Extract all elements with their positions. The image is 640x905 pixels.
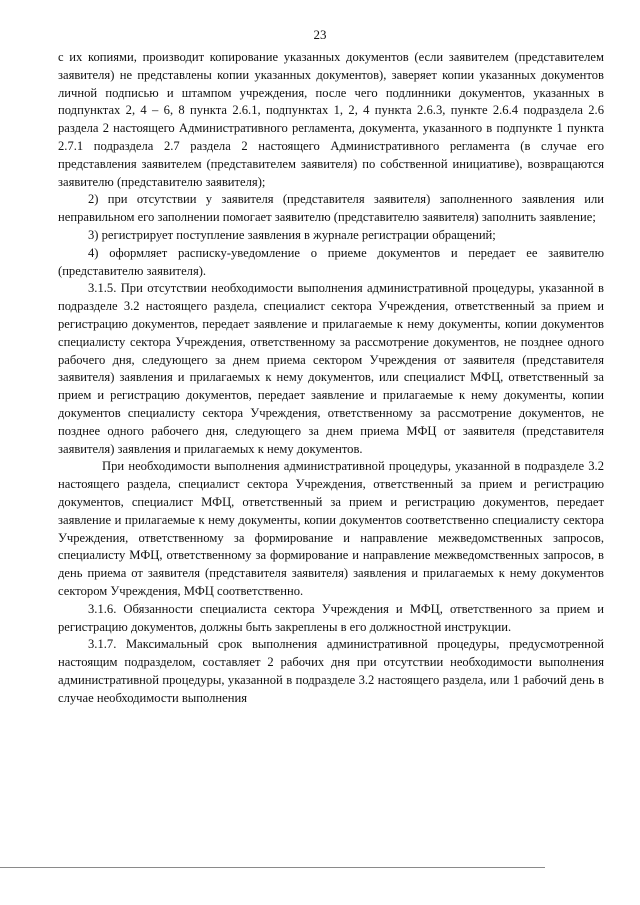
footer-rule bbox=[0, 867, 545, 868]
paragraph-3-1-6: 3.1.6. Обязанности специалиста сектора Учреждения и МФЦ, ответственного за прием и регистрацию документов, должны быть закреплены в его должностной инструкции. bbox=[58, 601, 604, 634]
paragraph-continuation: с их копиями, производит копирование указанных документов (если заявителем (представителем заявителя) не представлены копии указанных документов), заверяет копии указанных документов личной подписью и штампом учреждения, после чего подлинники документов, указанных в подпунктах 2, 4 – 6, 8 пункта 2.6.1, подпунктах 1, 2, 4 пункта 2.6.3, пункте 2.6.4 подраздела 2.6 раздела 2 настоящего Административного регламента, документа, указанного в подпункте 1 пункта 2.7.1 подраздела 2.7 раздела 2 настоящего Административного регламента (в случае его представления заявителем (представителем заявителя) по собственной инициативе), возвращаются заявителю (представителю заявителя); bbox=[58, 50, 604, 189]
paragraph-3-1-7: 3.1.7. Максимальный срок выполнения административной процедуры, предусмотренной настоящим подразделом, составляет 2 рабочих дня при отсутствии необходимости выполнения административной процедуры, указанной в подразделе 3.2 настоящего раздела, или 1 рабочий день в случае необходимости выполнения bbox=[58, 637, 604, 705]
paragraph-3-1-5: 3.1.5. При отсутствии необходимости выполнения административной процедуры, указанной в подразделе 3.2 настоящего раздела, специалист сектора Учреждения, ответственный за прием и регистрацию документов, передает заявление и прилагаемые к нему документы, копии документов специалисту сектора Учреждения, ответственному за рассмотрение документов, не позднее одного рабочего дня, следующего за днем приема сектором Учреждения от заявителя (представителя заявителя) заявления и прилагаемых к нему документов, или специалист МФЦ, ответственный за прием и регистрацию документов, передает заявление и прилагаемые к нему документы, копии документов специалисту сектора Учреждения, ответственному за рассмотрение документов, не позднее одного рабочего дня, следующего за днем приема МФЦ от заявителя (представителя заявителя) заявления и прилагаемых к нему документов. bbox=[58, 281, 604, 456]
paragraph-interagency-procedure: При необходимости выполнения административной процедуры, указанной в подразделе 3.2 настоящего раздела, специалист сектора Учреждения, ответственный за прием и регистрацию документов, специалист МФЦ, ответственный за прием и регистрацию документов, передает заявление и прилагаемые к нему документы, копии документов соответственно специалисту сектора Учреждения, ответственному за формирование и направление межведомственных запросов, специалисту МФЦ, ответственному за формирование и направление межведомственных запросов, в день приема от заявителя (представителя заявителя) заявления и прилагаемых к нему документов сектором Учреждения, МФЦ соответственно. bbox=[58, 459, 604, 598]
paragraph-item-4: 4) оформляет расписку-уведомление о приеме документов и передает ее заявителю (представителю заявителя). bbox=[58, 245, 604, 278]
paragraph-item-3: 3) регистрирует поступление заявления в журнале регистрации обращений; bbox=[88, 227, 496, 242]
body-text bbox=[58, 49, 604, 707]
paragraph-item-2: 2) при отсутствии у заявителя (представителя заявителя) заполненного заявления или неправильном его заполнении помогает заявителю (представителю заявителя) заполнить заявление; bbox=[58, 192, 604, 225]
page-number: 23 bbox=[313, 27, 327, 42]
